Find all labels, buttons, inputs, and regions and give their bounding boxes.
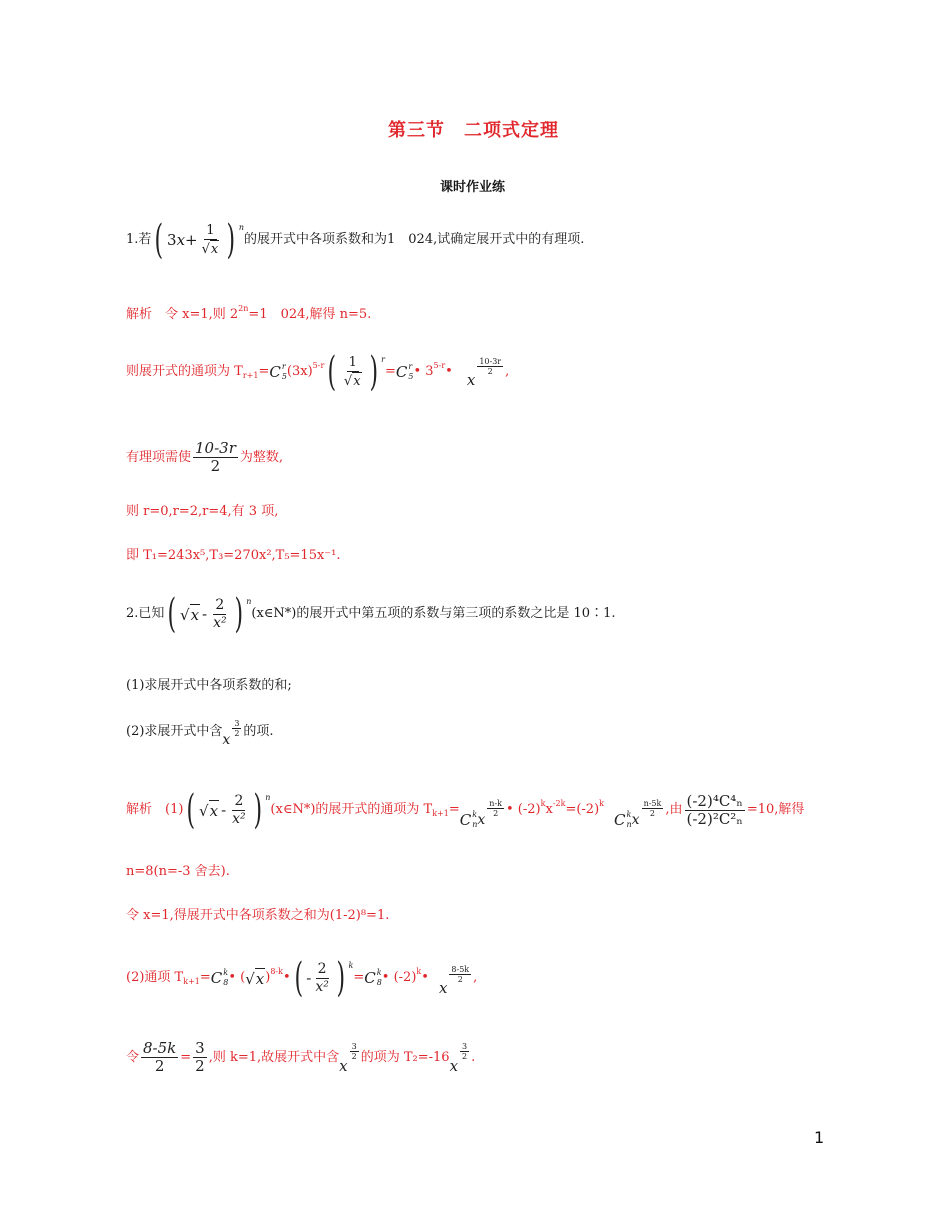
sol2-l4-sqrt: √ x (245, 969, 265, 988)
sol2-l4-b: = (199, 970, 211, 985)
q1-radicand: x (210, 242, 219, 257)
sol1-line1 (126, 305, 371, 325)
q2-part1: (1)求展开式中各项系数的和; (126, 678, 292, 693)
sol2-l5-c: ,则 k=1,故展开式中含 (208, 1049, 340, 1065)
q1-exponent: n (238, 223, 245, 232)
q1-coef: 3 (167, 231, 177, 249)
q1-plus: + (185, 231, 198, 249)
q1-var: x (176, 231, 186, 249)
sol2-l5-den: 2 (154, 1057, 165, 1075)
right-paren: ) (253, 787, 262, 833)
sol2-l4-k-exp: k (348, 961, 354, 970)
q1-suffix: 的展开式中各项系数和为1 024,试确定展开式中的有理项. (244, 232, 585, 247)
sol2-l4-d-sup: 8-k (270, 967, 283, 976)
sol2-l4-h: • (421, 970, 429, 985)
sol2-fraction: $\frac{2}{\text{x²}}$ (232, 792, 246, 827)
combination-c5r: C r 5 (269, 362, 287, 381)
q2-p2-b: 的项. (243, 724, 274, 739)
combination-cnk-2: C k n (614, 810, 632, 829)
sol2-line4 (126, 955, 478, 1001)
sol2-l1-f-sup: k (599, 799, 605, 808)
combination-c5r-2: C r 5 (395, 362, 414, 381)
sol2-l4-g: • (-2) (381, 970, 417, 985)
sol1-sqrt: √ x (343, 374, 361, 389)
sol1-l2-c: (3x) (286, 364, 313, 379)
sol1-text: 解析 令 x=1,则 2 (126, 307, 239, 322)
sol1-line2 (126, 349, 510, 395)
q1-frac-num: 1 (206, 223, 215, 238)
q2-num: 2 (215, 596, 225, 613)
sol2-ratio-frac (685, 793, 745, 828)
sol2-l4-minus: - (306, 969, 312, 987)
sol2-minus: - (221, 801, 227, 819)
sol2-exp-frac1: $\frac{n-k}{2}$ (489, 798, 502, 818)
question-2 (126, 591, 616, 637)
right-paren: ) (234, 591, 243, 637)
combination-c8k-2: C k 8 (364, 968, 382, 987)
q1-fraction (200, 222, 222, 258)
question-1 (126, 217, 585, 263)
x-var: x (466, 371, 476, 389)
sol1-l2-g: , (505, 364, 510, 379)
sol1-l3-den: 2 (210, 457, 221, 475)
sol1-l2-e: • 3 (413, 364, 434, 379)
q2-fraction (211, 597, 229, 632)
sol2-l1-e: x (545, 802, 553, 817)
sol2-l4-fraction: $\frac{2}{\text{x²}}$ (315, 960, 329, 995)
sol2-l1-d-sup: k (540, 799, 546, 808)
sol2-l1-a: 解析 (1) (126, 802, 184, 817)
left-paren: ( (167, 591, 177, 637)
sol2-l4-g-sup: k (416, 967, 422, 976)
sol2-l5-b: = (180, 1049, 192, 1065)
x-var: x (438, 979, 448, 997)
sol1-frac-num: 1 (348, 355, 357, 370)
sol2-l4-e: • (282, 970, 291, 985)
q2-suffix: 的展开式中第五项的系数与第三项的系数之比是 10∶1. (296, 606, 616, 621)
sol1-l2-a: 则展开式的通项为 T (126, 364, 243, 379)
q2-exponent: n (246, 597, 252, 606)
sol1-sup: 2n (238, 304, 249, 313)
sol2-l1-h: =10,解得 (746, 802, 805, 817)
sol2-l5-den2: 2 (195, 1057, 205, 1075)
sol2-l4-c: • ( (228, 970, 246, 985)
right-paren: ) (226, 217, 236, 263)
sol2-l1-g: ,由 (665, 802, 683, 817)
sol1-l3-a: 有理项需使 (126, 449, 192, 465)
sol2-ratio-den: (-2)²C²ₙ (686, 809, 743, 828)
sol1-l2-e-sup: 5-r (433, 361, 446, 370)
sol2-l1-f: =(-2) (565, 802, 600, 817)
sol1-l3-frac (193, 440, 238, 475)
sol2-l5-a: 令 (126, 1049, 140, 1065)
sol2-line1 (126, 787, 805, 833)
sol2-l4-d: ) (265, 970, 271, 985)
sol1-exp-frac: $\frac{10-3r}{2}$ (479, 356, 502, 376)
sol2-l5-frac1 (141, 1040, 178, 1075)
sol1-r-exp: r (381, 355, 385, 364)
sol2-l4-f: = (353, 970, 365, 985)
left-paren: ( (154, 217, 164, 263)
sol1-line5: 即 T₁=243x⁵,T₃=270x²,T₅=15x⁻¹. (126, 548, 341, 563)
x-var: x (339, 1056, 348, 1075)
left-paren: ( (186, 787, 196, 833)
sol2-l1-d: • (-2) (506, 802, 541, 817)
x-var: x (631, 812, 640, 828)
sol2-l1-c: = (448, 802, 460, 817)
x-var: x (449, 1056, 459, 1075)
q1-prefix: 1.若 (126, 232, 152, 247)
sol2-l1-e-sup: -2k (552, 799, 566, 808)
page-number: 1 (814, 1128, 825, 1147)
sol2-line3: 令 x=1,得展开式中各项系数之和为(1-2)⁸=1. (126, 908, 390, 923)
sol2-l4-exp-frac: $\frac{8-5k}{2}$ (451, 964, 470, 984)
sol2-l1-b: (x∈N*)的展开式的通项为 T (270, 802, 433, 817)
right-paren: ) (369, 349, 378, 395)
left-paren: ( (327, 349, 337, 395)
sol1-line4: 则 r=0,r=2,r=4,有 3 项, (126, 504, 279, 519)
left-paren: ( (294, 955, 303, 1001)
sol2-l5-e: . (471, 1049, 476, 1065)
sol2-l5-num2: 3 (195, 1039, 205, 1057)
q2-part2 (126, 718, 274, 748)
sol1-l3-b: 为整数, (239, 449, 284, 465)
page-title: 第三节 二项式定理 (388, 120, 559, 141)
x-var: x (477, 812, 486, 828)
sol1-l3-num: 10-3r (195, 439, 236, 457)
sol1-line3 (126, 440, 283, 475)
sol1-fraction (342, 354, 364, 390)
q2-p2-a: (2)求展开式中含 (126, 724, 223, 739)
sol2-l4-a: (2)通项 T (126, 970, 184, 985)
sol2-l5-exp2: $\frac{3}{2}$ (462, 1042, 468, 1061)
q2-cond: (x∈N*) (251, 606, 297, 621)
sol1-l2-c-sup: 5-r (312, 361, 325, 370)
combination-c8k: C k 8 (210, 968, 229, 987)
q2-sqrt: √ x (180, 605, 200, 624)
sol2-l5-num: 8-5k (143, 1039, 177, 1057)
sol2-sqrt: √ x (199, 801, 219, 820)
sol2-line2: n=8(n=-3 舍去). (126, 864, 230, 879)
sol1-l2-d: = (384, 364, 396, 379)
sol1-radicand: x (353, 374, 361, 389)
q2-prefix: 2.已知 (126, 606, 165, 621)
sol2-l4-i: , (473, 970, 478, 985)
sol2-l4-sub: k+1 (183, 977, 200, 986)
sol2-exp-frac2: $\frac{n-5k}{2}$ (643, 798, 662, 818)
sol2-l5-d: 的项为 T₂=-16 (360, 1049, 450, 1065)
sol2-line5 (126, 1040, 475, 1075)
q2-minus: - (202, 605, 208, 623)
sol2-l5-exp1: $\frac{3}{2}$ (351, 1042, 357, 1061)
page-subtitle: 课时作业练 (440, 180, 506, 195)
sol2-l1-sub: k+1 (432, 809, 449, 818)
combination-cnk: C k n (459, 810, 478, 829)
sol1-l2-f: • (445, 364, 453, 379)
x-var: x (222, 732, 231, 748)
sol1-text-rest: =1 024,解得 n=5. (248, 307, 372, 322)
q2-p2-exp: $\frac{3}{2}$ (234, 718, 240, 738)
sol2-ratio-num: (-2)⁴C⁴ₙ (686, 791, 743, 810)
q2-den: x² (213, 614, 227, 631)
sol2-exp-n: n (265, 793, 271, 802)
sol1-l2-b: = (258, 364, 270, 379)
right-paren: ) (336, 955, 345, 1001)
q1-sqrt: √ x (201, 242, 219, 257)
sol1-l2-sub: r+1 (242, 371, 259, 380)
sol2-l5-frac2 (193, 1040, 207, 1075)
